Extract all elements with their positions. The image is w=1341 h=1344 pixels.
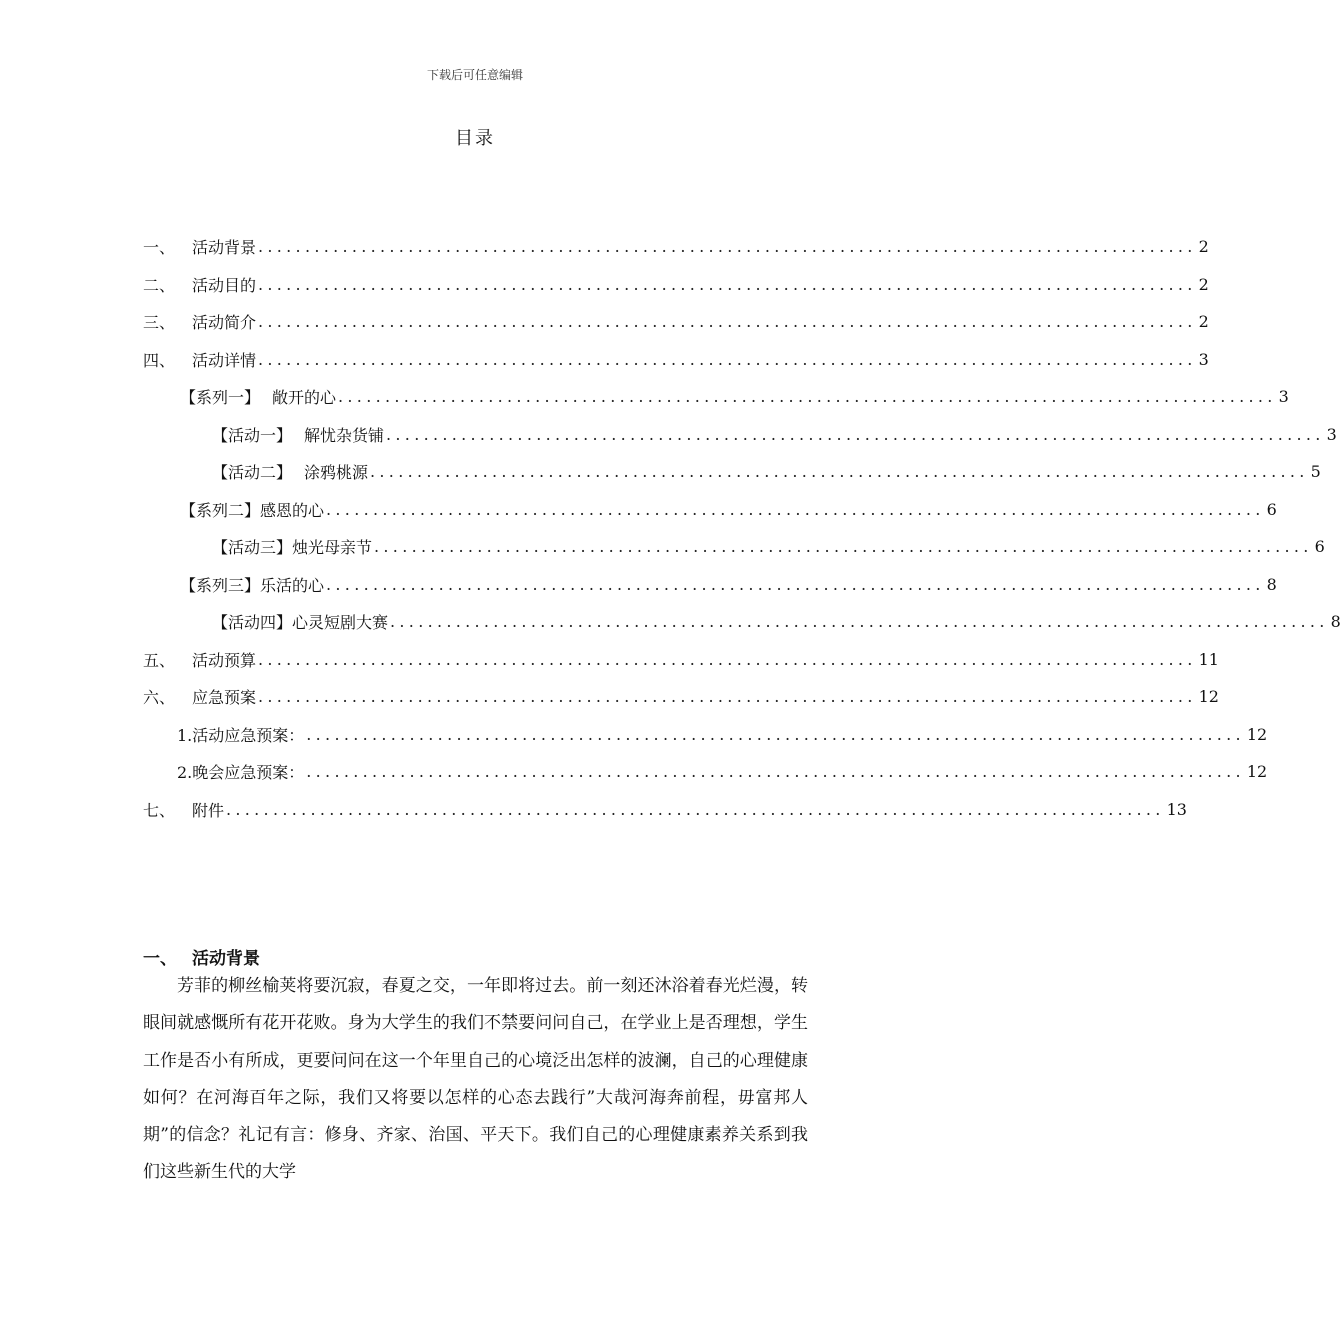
toc-entry-page: 8 (1330, 612, 1341, 631)
toc-entry-title: 晚会应急预案： (192, 763, 305, 782)
toc-entry-number: 【活动二】 (212, 463, 293, 482)
toc-entry-series-three[interactable] (180, 566, 1277, 603)
toc-entry-appendix[interactable] (143, 791, 1187, 828)
toc-entry-page: 2 (1198, 237, 1209, 256)
toc-entry-title: 附件 (192, 800, 225, 820)
toc-entry-number: 2. (177, 763, 193, 782)
toc-entry-page: 11 (1198, 649, 1219, 669)
toc-entry-number: 二、 (143, 275, 176, 295)
toc-entry-title: 涂鸦桃源 (304, 463, 369, 482)
toc-entry-activity-one[interactable] (212, 416, 1337, 453)
toc-entry-number: 【活动四】 (212, 613, 293, 632)
section-number: 一、 (143, 949, 177, 969)
toc-entry-number: 三、 (143, 313, 176, 332)
toc-entry-number: 【系列三】 (180, 575, 261, 595)
toc-entry-emergency-plan[interactable] (143, 678, 1219, 715)
toc-entry-page: 6 (1314, 537, 1325, 556)
toc-entry-activity-intro[interactable] (143, 303, 1209, 340)
toc-entry-page: 3 (1326, 424, 1337, 444)
toc-entry-title: 心灵短剧大赛 (292, 613, 389, 632)
toc-leader-dots: .................................................................................................... (370, 462, 1309, 481)
toc-entry-activity-four[interactable] (212, 603, 1341, 640)
toc-entry-gala-emergency-plan[interactable] (177, 753, 1268, 790)
toc-entry-title: 解忧杂货铺 (304, 425, 385, 445)
toc-entry-title: 感恩的心 (260, 500, 325, 520)
toc-entry-page: 5 (1310, 462, 1321, 481)
toc-entry-page: 3 (1278, 387, 1289, 406)
toc-title: 目录 (455, 128, 495, 149)
toc-entry-title: 应急预案 (192, 688, 257, 707)
toc-leader-dots: .................................................................................................... (390, 612, 1329, 631)
toc-entry-activity-three[interactable] (212, 528, 1325, 565)
toc-leader-dots: .................................................................................................... (258, 237, 1197, 256)
toc-entry-number: 【系列二】 (180, 500, 261, 520)
toc-entry-page: 12 (1246, 724, 1268, 744)
toc-leader-dots: .................................................................................................... (306, 724, 1245, 744)
toc-entry-title: 活动应急预案： (192, 725, 305, 745)
toc-entry-activity-budget[interactable] (143, 641, 1219, 678)
toc-entry-title: 活动背景 (192, 238, 257, 257)
toc-entry-number: 一、 (143, 238, 176, 257)
toc-entry-page: 3 (1198, 349, 1209, 369)
toc-entry-number: 1. (177, 725, 193, 745)
toc-entry-title: 敞开的心 (272, 388, 337, 407)
header-note: 下载后可任意编辑 (426, 68, 523, 82)
section-heading (143, 944, 260, 969)
toc-leader-dots: .................................................................................................... (326, 499, 1265, 519)
toc-entry-number: 五、 (143, 650, 176, 670)
toc-entry-page: 6 (1266, 499, 1277, 519)
toc-leader-dots: .................................................................................................... (386, 424, 1325, 444)
toc-entry-activity-emergency-plan[interactable] (177, 716, 1268, 753)
toc-entry-number: 六、 (143, 688, 176, 707)
toc-entry-page: 13 (1166, 799, 1187, 819)
toc-leader-dots: .................................................................................................... (258, 312, 1197, 331)
toc-entry-series-two[interactable] (180, 491, 1277, 528)
section-title: 活动背景 (192, 949, 260, 969)
toc-entry-title: 乐活的心 (260, 575, 325, 595)
toc-leader-dots: .................................................................................................... (258, 274, 1197, 294)
toc-entry-activity-two[interactable] (212, 453, 1321, 490)
toc-entry-activity-details[interactable] (143, 341, 1209, 378)
toc-entry-page: 2 (1198, 312, 1209, 331)
toc-entry-title: 活动详情 (192, 350, 257, 370)
toc-leader-dots: .................................................................................................... (326, 574, 1265, 594)
toc-entry-title: 活动简介 (192, 313, 257, 332)
toc-entry-page: 8 (1266, 574, 1277, 594)
toc-entry-page: 12 (1198, 687, 1219, 706)
toc-entry-page: 2 (1198, 274, 1209, 294)
toc-leader-dots: .................................................................................................... (258, 649, 1197, 669)
toc-entry-number: 【系列一】 (180, 388, 261, 407)
toc-entry-activity-background[interactable] (143, 228, 1209, 265)
toc-entry-title: 烛光母亲节 (292, 538, 373, 557)
toc-entry-number: 【活动一】 (212, 425, 293, 445)
toc-entry-number: 四、 (143, 350, 176, 370)
toc-entry-number: 【活动三】 (212, 538, 293, 557)
toc-leader-dots: .................................................................................................... (374, 537, 1313, 556)
toc-entry-series-one[interactable] (180, 378, 1289, 415)
body-paragraph: 芳菲的柳丝榆荚将要沉寂，春夏之交，一年即将过去。前一刻还沐浴着春光烂漫，转眼间就感慨所有花开花败。身为大学生的我们不禁要问问自己，在学业上是否理想，学生工作是否小有所成，更要问问在这一个年里自己的心境泛出怎样的波澜，自己的心理健康如何？在河海百年之际，我们又将要以怎样的心态去践行”大哉河海奔前程，毋富邦人期”的信念？礼记有言：修身、齐家、治国、平天下。我们自己的心理健康素养关系到我们这些新生代的大学 (143, 976, 808, 1183)
toc-entry-activity-purpose[interactable] (143, 266, 1209, 303)
toc-entry-page: 12 (1246, 762, 1268, 781)
toc-leader-dots: .................................................................................................... (226, 799, 1165, 819)
toc-leader-dots: .................................................................................................... (258, 687, 1197, 706)
toc-entry-title: 活动预算 (192, 650, 257, 670)
toc-entry-number: 七、 (143, 800, 176, 820)
toc-entry-title: 活动目的 (192, 275, 257, 295)
toc-leader-dots: .................................................................................................... (338, 387, 1277, 406)
toc-leader-dots: .................................................................................................... (258, 349, 1197, 369)
toc-leader-dots: .................................................................................................... (306, 762, 1245, 781)
